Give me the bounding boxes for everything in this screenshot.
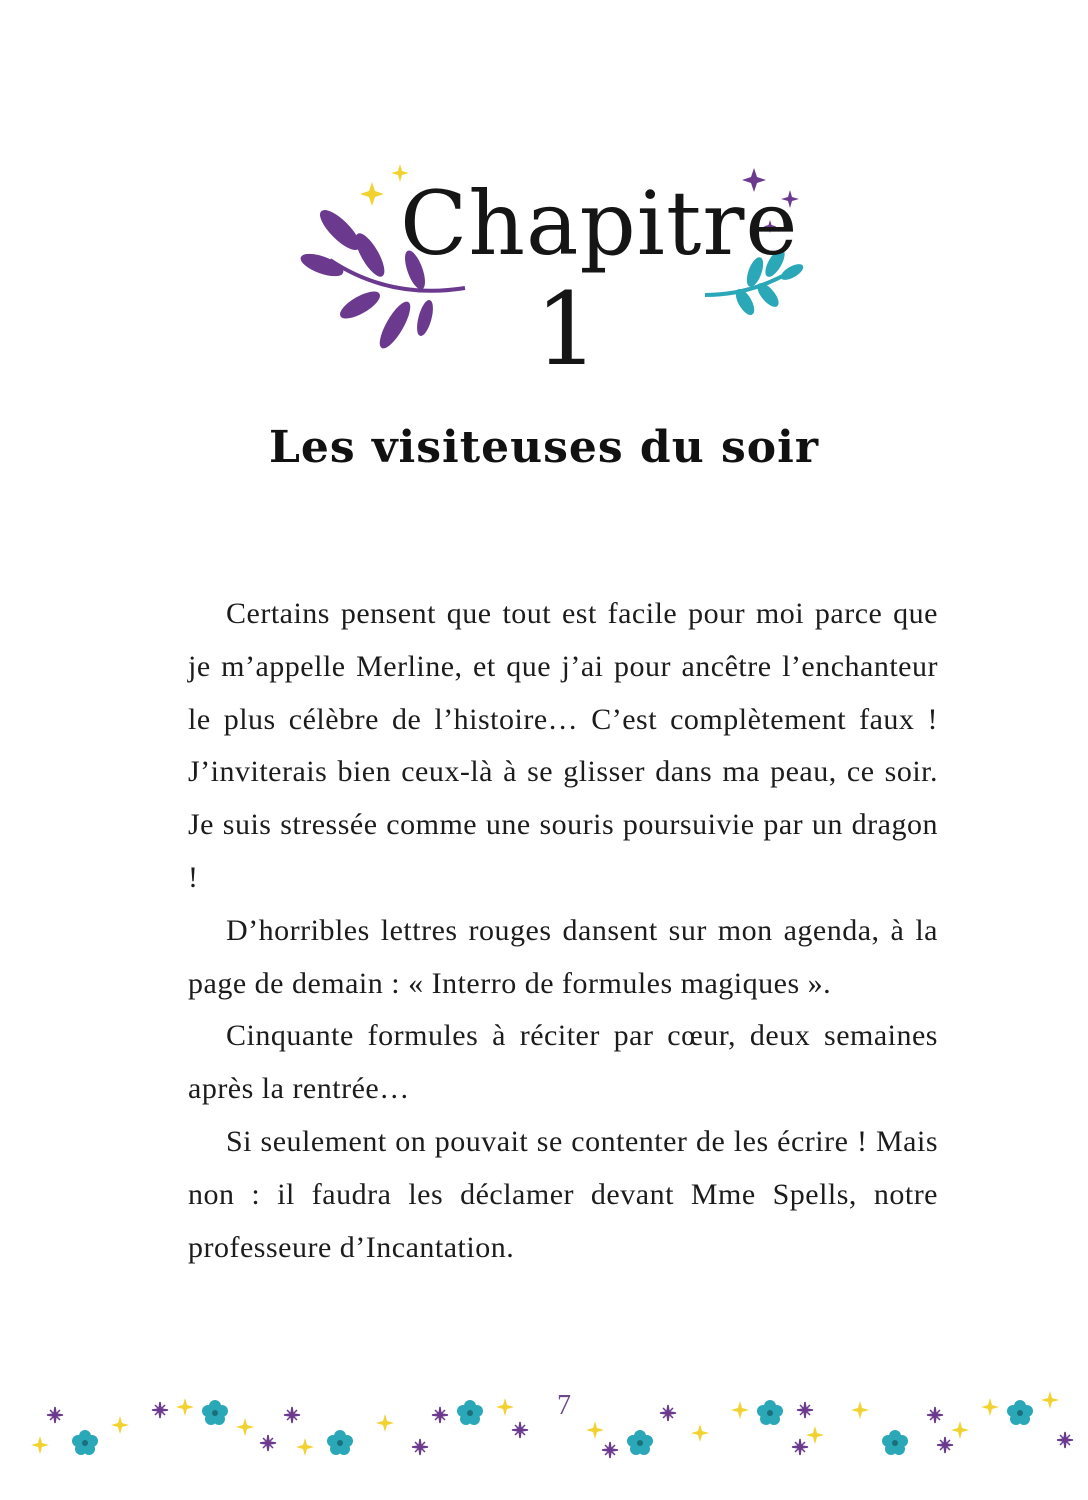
paragraph: Cinquante formules à réciter par cœur, deux semaines après la rentrée… <box>188 1019 938 1106</box>
paragraph: Si seulement on pouvait se contenter de les écrire ! Mais non : il faudra les déclamer devant Mme Spells, notre professeure d’Incantation. <box>188 1124 938 1264</box>
chapter-title: Les visiteuses du soir <box>268 422 820 473</box>
paragraph: Certains pensent que tout est facile pour moi parce que je m’appelle Merline, et que j’ai pour ancêtre l’enchanteur le plus célèbre de l’histoire… C’est complètement faux ! J’inviterais bien ceux-là à se glisser dans ma peau, ce soir. Je suis stressée comme une souris poursuivie par un dragon ! <box>188 597 938 894</box>
chapter-header <box>300 160 820 400</box>
chapter-number: 1 <box>535 271 599 388</box>
paragraph: D’horribles lettres rouges dansent sur mon agenda, à la page de demain : « Interro de formules magiques ». <box>188 913 938 1000</box>
page-number: 7 <box>557 1390 571 1421</box>
chapter-label: Chapitre <box>400 172 799 275</box>
body-text <box>188 588 938 1274</box>
